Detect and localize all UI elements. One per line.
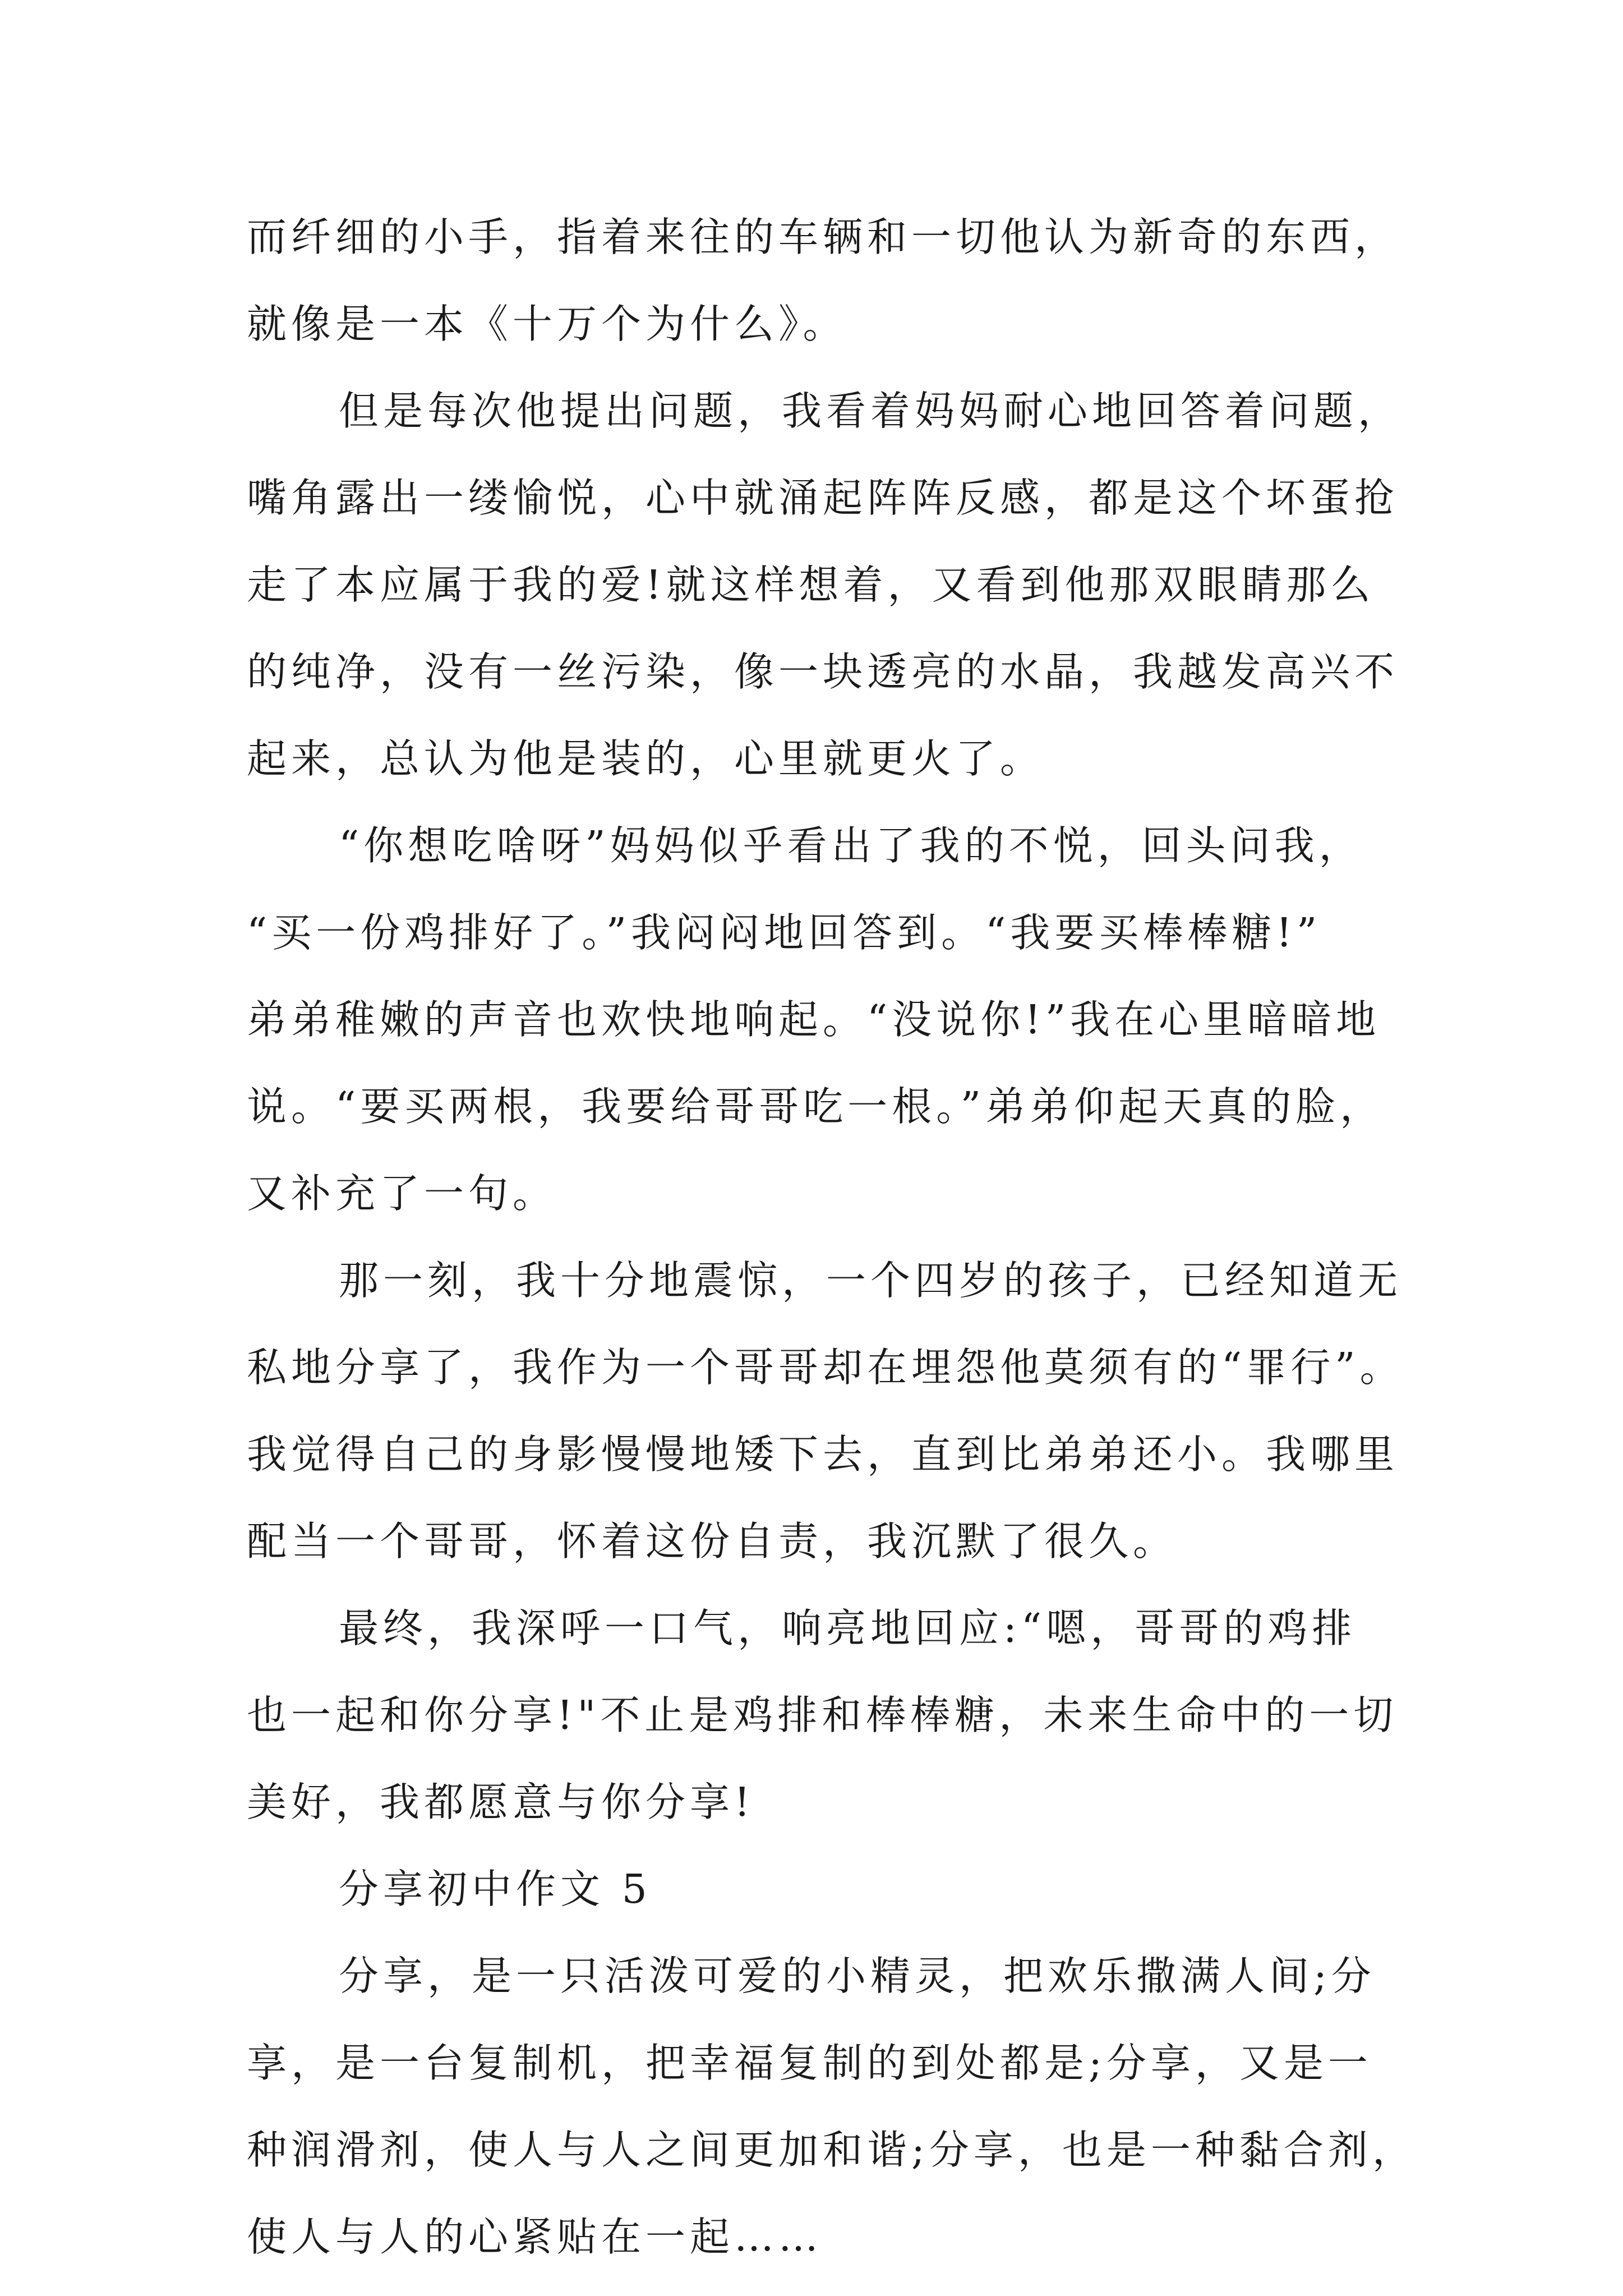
essay-body: [247, 194, 1417, 2280]
text-line: 享，是一台复制机，把幸福复制的到处都是;分享，又是一: [247, 2040, 1372, 2086]
text-line: 而纤细的小手，指着来往的车辆和一切他认为新奇的东西，: [247, 214, 1399, 260]
paragraph-start-line: “你想吃啥呀”妈妈似乎看出了我的不悦，回头问我，: [339, 822, 1363, 869]
paragraph-start-line: 那一刻，我十分地震惊，一个四岁的孩子，已经知道无: [339, 1257, 1403, 1304]
text-line: “买一份鸡排好了。”我闷闷地回答到。“我要买棒棒糖!”: [247, 909, 1322, 956]
text-line: 的纯净，没有一丝污染，像一块透亮的水晶，我越发高兴不: [247, 648, 1399, 695]
paragraph-start-line: 但是每次他提出问题，我看着妈妈耐心地回答着问题，: [339, 388, 1403, 434]
paragraph-start-line: 最终，我深呼一口气，响亮地回应:“嗯，哥哥的鸡排: [339, 1605, 1357, 1651]
text-line: 私地分享了，我作为一个哥哥却在埋怨他莫须有的“罪行”。: [247, 1344, 1404, 1391]
text-line: 使人与人的心紧贴在一起……: [247, 2214, 823, 2260]
text-line: 弟弟稚嫩的声音也欢快地响起。“没说你!”我在心里暗暗地: [247, 996, 1381, 1043]
text-line: 起来，总认为他是装的，心里就更火了。: [247, 735, 1045, 782]
text-line: 就像是一本《十万个为什么》。: [247, 301, 847, 347]
section-heading: 分享初中作文 5: [339, 1866, 652, 1912]
text-line: 也一起和你分享!"不止是鸡排和棒棒糖，未来生命中的一切: [247, 1692, 1398, 1738]
text-line: 走了本应属于我的爱!就这样想着，又看到他那双眼睛那么: [247, 562, 1375, 608]
text-line: 嘴角露出一缕愉悦，心中就涌起阵阵反感，都是这个坏蛋抢: [247, 475, 1399, 521]
text-line: 又补充了一句。: [247, 1170, 557, 1217]
text-line: 说。“要买两根，我要给哥哥吃一根。”弟弟仰起天真的脸，: [247, 1083, 1385, 1130]
text-line: 种润滑剂，使人与人之间更加和谐;分享，也是一种黏合剂，: [247, 2127, 1417, 2173]
text-line: 配当一个哥哥，怀着这份自责，我沉默了很久。: [247, 1518, 1178, 1565]
paragraph-start-line: 分享，是一只活泼可爱的小精灵，把欢乐撒满人间;分: [339, 1953, 1376, 1999]
text-line: 美好，我都愿意与你分享!: [247, 1779, 755, 1825]
text-line: 我觉得自己的身影慢慢地矮下去，直到比弟弟还小。我哪里: [247, 1431, 1399, 1478]
